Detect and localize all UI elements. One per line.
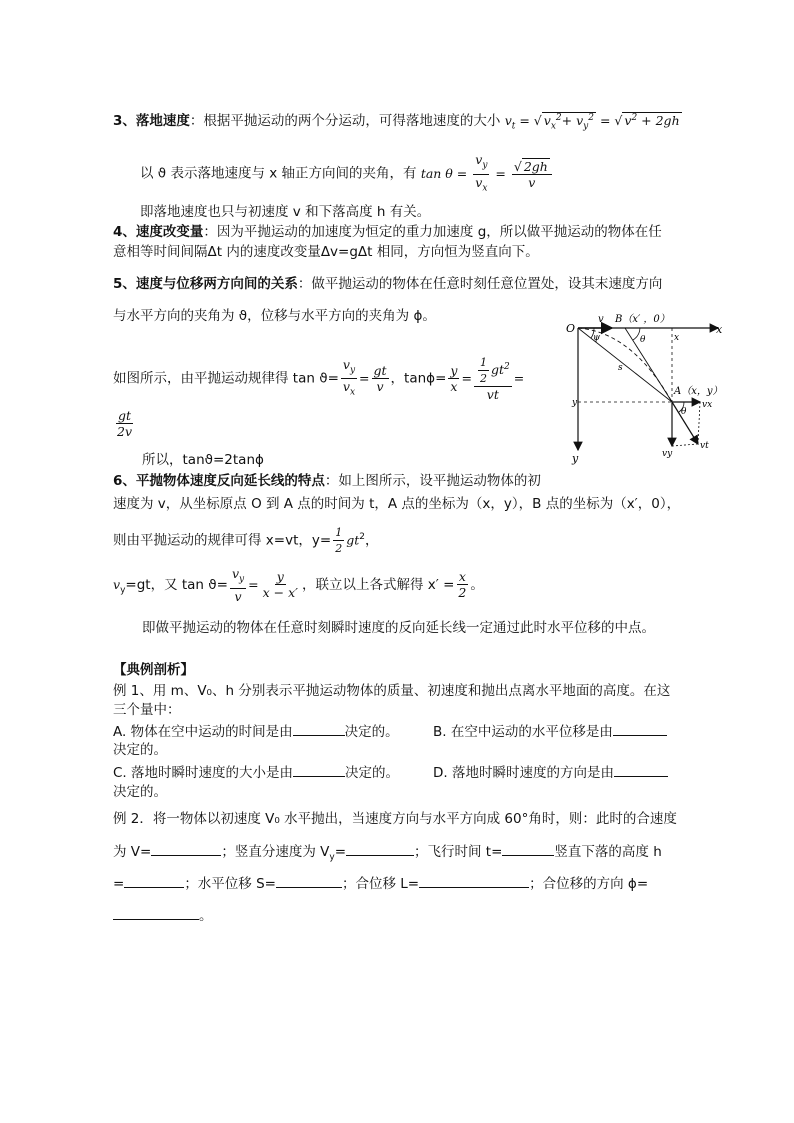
s3-formula: $v_t$ = √ $v_x^2+ v_y^2$ = √ $v^2 + 2gh$ xyxy=(504,113,680,132)
s3-line2-text: 以 ϑ 表示落地速度与 x 轴正方向间的夹角，有 xyxy=(140,165,417,182)
label-theta-top: θ xyxy=(640,335,646,345)
ex2-line2: 为 V= ；竖直分速度为 $V_y=$ ；飞行时间 t= 竖直下落的高度 h xyxy=(113,841,662,868)
ex2-h-blank[interactable] xyxy=(124,873,184,888)
ex1-c-blank[interactable] xyxy=(293,762,345,777)
s6-text1: ：如上图所示，设平抛运动物体的初 xyxy=(324,473,541,489)
s6-text4-mid: =gt，又 tan ϑ= xyxy=(125,576,228,593)
s6-line3: 则由平抛运动的规律可得 x=vt，y= $\frac{1}{2}$ $gt^2$， xyxy=(113,526,379,555)
s3-tan-formula: tan θ = $\frac{v_y}{v_x}$ = $\frac{√ 2gh}{v}$ xyxy=(421,166,554,181)
s3-text: ：根据平抛运动的两个分运动，可得落地速度的大小 xyxy=(189,113,501,130)
s5-text1: ：做平抛运动的物体在任意时刻任意位置处，设其末速度方向 xyxy=(297,276,663,292)
ex1-d-blank[interactable] xyxy=(614,762,668,777)
s6-text4-post: ，联立以上各式解得 x′ = xyxy=(301,576,455,593)
s4-line1 xyxy=(113,222,662,242)
ex2-t-blank[interactable] xyxy=(502,841,554,856)
ex1-b-blank[interactable] xyxy=(613,721,667,736)
label-O: O xyxy=(566,322,576,335)
ex1-a-blank[interactable] xyxy=(293,721,345,736)
s3-heading: 3、落地速度 xyxy=(113,113,190,130)
s5-heading: 5、速度与位移两方向间的关系 xyxy=(113,276,298,292)
s5-frac-vy-vx: $\frac{v_y}{v_x}$ xyxy=(342,356,356,398)
s3-line3: 即落地速度也只与初速度 v 和下落高度 h 有关。 xyxy=(140,204,431,220)
ex1-option-a: A. 物体在空中运动的时间是由 决定的。 xyxy=(113,721,399,742)
ex1-option-d: D. 落地时瞬时速度的方向是由 xyxy=(433,762,668,783)
s5-conclusion: 所以，tanϑ=2tanϕ xyxy=(142,452,264,468)
s5-frac-big: $\frac{1}{2}$ $gt^2$ vt xyxy=(474,355,512,402)
s5-line1 xyxy=(113,274,662,294)
label-x-axis: x xyxy=(716,323,723,336)
s3-line2 xyxy=(140,152,554,196)
s5-frac-gt-2v: $\frac{gt}{2v}$ xyxy=(117,408,133,439)
label-v: v xyxy=(598,314,604,325)
s6-line1 xyxy=(113,471,541,491)
s5-line3: 如图所示，由平抛运动规律得 tan ϑ= $\frac{v_y}{v_x}$ = $\frac{gt}{v}$ ，tanϕ= $\frac{y}{x}$ = $\frac{1}{2}$ $gt^2$ vt = xyxy=(113,356,525,402)
ex2-l-blank[interactable] xyxy=(419,873,529,888)
ex2-v-blank[interactable] xyxy=(151,841,221,856)
ex2-line3: = ；水平位移 S= ；合位移 L= ；合位移的方向 ϕ= xyxy=(113,873,648,894)
label-vy: vy xyxy=(662,449,673,459)
s4-text1: ：因为平抛运动的加速度为恒定的重力加速度 g，所以做平抛运动的物体在任 xyxy=(203,224,662,240)
ex1-option-c: C. 落地时瞬时速度的大小是由 决定的。 xyxy=(113,762,399,783)
s5-frac-y-x: $\frac{y}{x}$ xyxy=(450,363,458,394)
label-x-mark: x xyxy=(674,333,680,343)
s6-heading: 6、平抛物体速度反向延长线的特点 xyxy=(113,473,325,489)
s4-line2: 意相等时间间隔Δt 内的速度改变量Δv=gΔt 相同，方向恒为竖直向下。 xyxy=(113,244,539,260)
label-vt: vt xyxy=(700,441,709,451)
label-psi: ψ xyxy=(593,333,601,343)
ex1-b-tail: 决定的。 xyxy=(113,742,167,758)
s5-line2: 与水平方向的夹角为 ϑ，位移与水平方向的夹角为 ϕ。 xyxy=(113,308,436,324)
s3-line1 xyxy=(113,108,682,137)
label-B: B（x′ ，0） xyxy=(615,314,670,325)
examples-heading: 【典例剖析】 xyxy=(113,662,194,678)
s6-conclusion: 即做平抛运动的物体在任意时刻瞬时速度的反向延长线一定通过此时水平位移的中点。 xyxy=(142,620,655,636)
s6-text3: 则由平抛运动的规律可得 x=vt，y= xyxy=(113,532,332,549)
label-y-axis: y xyxy=(572,452,579,465)
projectile-diagram xyxy=(560,310,730,465)
label-y-mark: y xyxy=(572,398,578,408)
velocity-extension xyxy=(625,328,672,402)
ex1-option-b: B. 在空中运动的水平位移是由 xyxy=(433,721,667,742)
ex1-line1: 例 1、用 m、V₀、h 分别表示平抛运动物体的质量、初速度和抛出点离水平地面的高度。在这 xyxy=(113,683,671,699)
label-A: A（x，y） xyxy=(674,386,723,397)
ex1-line2: 三个量中： xyxy=(113,702,181,718)
s6-line4: $v_y=gt$，又 tan ϑ= $\frac{v_y}{v}$ = $\frac{y}{x - x'}$ ，联立以上各式解得 x′ = $\frac{x}{2}$ 。 xyxy=(113,566,484,604)
s6-line2: 速度为 v，从坐标原点 O 到 A 点的时间为 t，A 点的坐标为（x，y），B 点的坐标为（x′，0）， xyxy=(113,496,681,512)
ex2-s-blank[interactable] xyxy=(276,873,342,888)
ex2-vy-blank[interactable] xyxy=(346,841,414,856)
s5-text3: 如图所示，由平抛运动规律得 tan ϑ= xyxy=(113,370,339,387)
s5-frac-gt-v: $\frac{gt}{v}$ xyxy=(373,363,387,394)
ex2-line4: 。 xyxy=(113,905,213,926)
s5-text3-mid: ，tanϕ= xyxy=(390,370,447,387)
label-vx: vx xyxy=(702,400,713,410)
ex2-phi-blank[interactable] xyxy=(113,905,199,920)
ex1-d-tail: 决定的。 xyxy=(113,784,167,800)
label-theta-A: θ xyxy=(681,407,687,417)
ex2-line1: 例 2．将一物体以初速度 V₀ 水平抛出，当速度方向与水平方向成 60°角时，则：此时的合速度 xyxy=(113,811,677,827)
s4-heading: 4、速度改变量 xyxy=(113,224,204,240)
label-s: s xyxy=(618,363,623,373)
